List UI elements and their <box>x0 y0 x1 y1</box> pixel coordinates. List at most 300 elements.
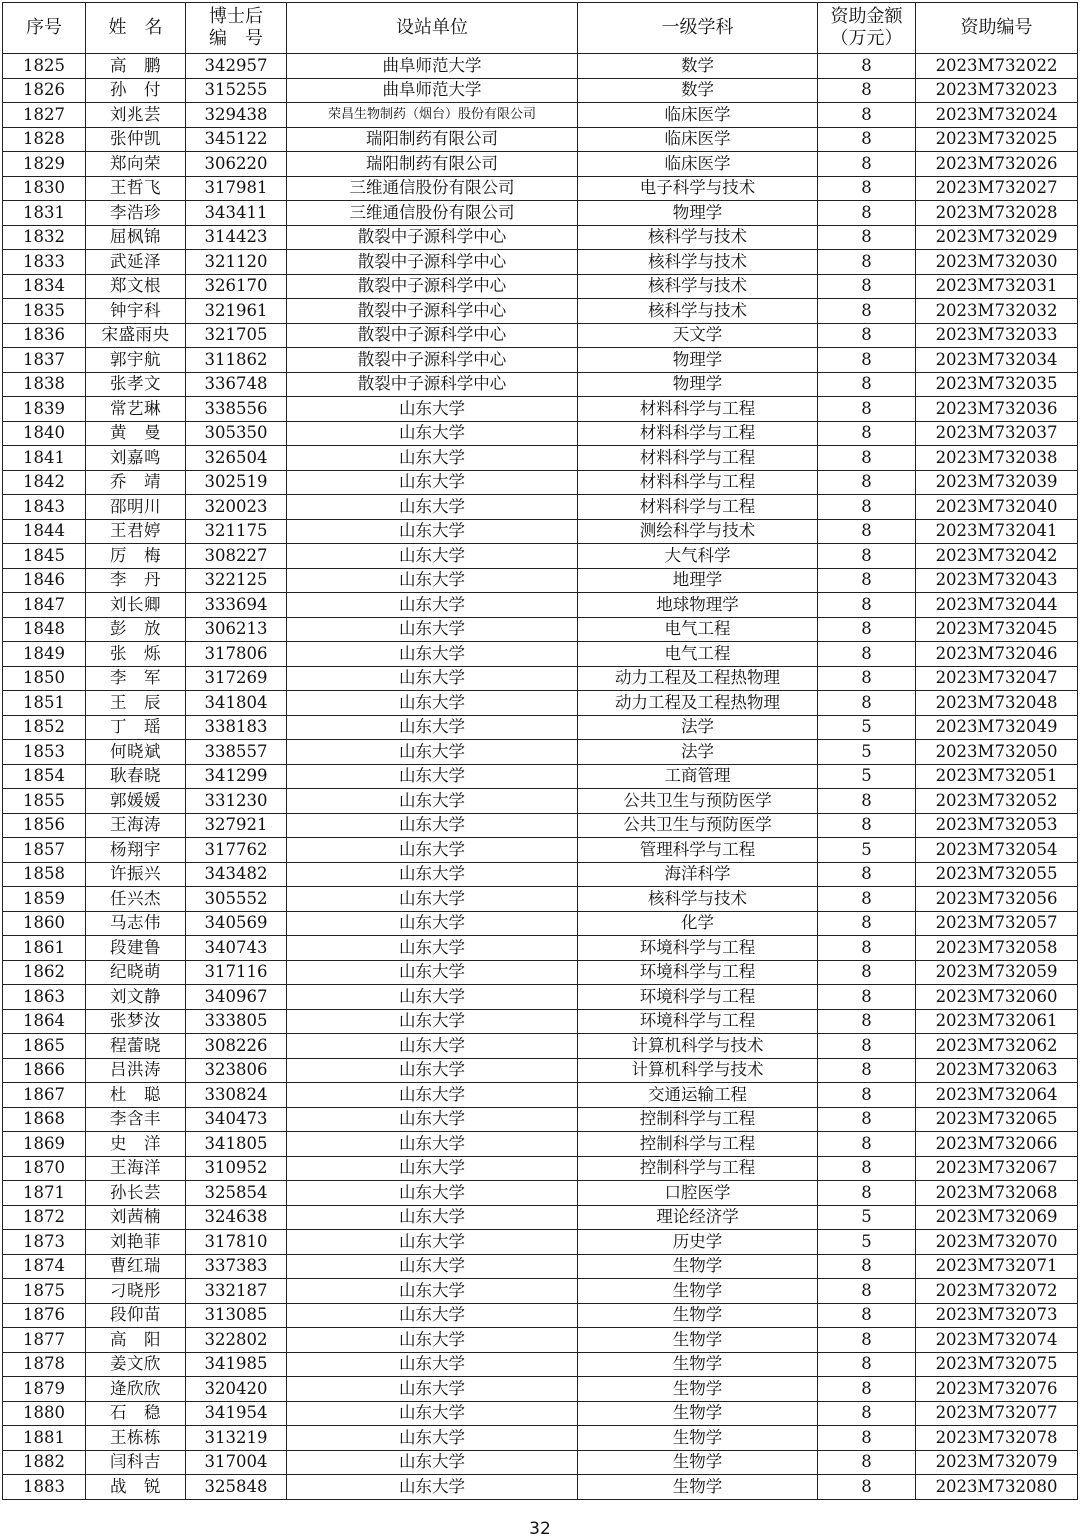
postdoc-id-cell: 336748 <box>186 372 287 397</box>
postdoc-id-cell: 305552 <box>186 887 287 912</box>
postdoc-funding-table <box>2 2 1078 1500</box>
postdoc-id-cell: 327921 <box>186 813 287 838</box>
discipline-cell: 测绘科学与技术 <box>578 519 818 544</box>
discipline-cell: 大气科学 <box>578 544 818 569</box>
seq-cell: 1855 <box>3 789 86 814</box>
header-amount-line1: 资助金额 <box>830 6 903 27</box>
unit-cell: 散裂中子源科学中心 <box>287 323 578 348</box>
amount-cell: 8 <box>818 519 916 544</box>
seq-cell: 1876 <box>3 1303 86 1328</box>
name-cell: 段仰苗 <box>86 1303 186 1328</box>
grant-id-cell: 2023M732079 <box>916 1450 1078 1475</box>
table-row <box>3 495 1078 520</box>
name-cell: 高 鹏 <box>86 54 186 79</box>
discipline-cell: 动力工程及工程热物理 <box>578 691 818 716</box>
unit-cell: 散裂中子源科学中心 <box>287 225 578 250</box>
unit-cell: 山东大学 <box>287 838 578 863</box>
table-row <box>3 1475 1078 1500</box>
postdoc-id-cell: 340569 <box>186 911 287 936</box>
unit-cell: 山东大学 <box>287 1328 578 1353</box>
amount-cell: 8 <box>818 1303 916 1328</box>
discipline-cell: 地理学 <box>578 568 818 593</box>
postdoc-id-cell: 308227 <box>186 544 287 569</box>
amount-cell: 8 <box>818 1328 916 1353</box>
amount-cell: 8 <box>818 1058 916 1083</box>
name-cell: 王栋栋 <box>86 1426 186 1451</box>
discipline-cell: 计算机科学与技术 <box>578 1034 818 1059</box>
discipline-cell: 交通运输工程 <box>578 1083 818 1108</box>
discipline-cell: 控制科学与工程 <box>578 1107 818 1132</box>
table-row <box>3 78 1078 103</box>
table-row <box>3 960 1078 985</box>
seq-cell: 1843 <box>3 495 86 520</box>
grant-id-cell: 2023M732070 <box>916 1230 1078 1255</box>
seq-cell: 1849 <box>3 642 86 667</box>
table-row <box>3 446 1078 471</box>
grant-id-cell: 2023M732053 <box>916 813 1078 838</box>
postdoc-id-cell: 313219 <box>186 1426 287 1451</box>
table-header <box>3 3 1078 54</box>
grant-id-cell: 2023M732024 <box>916 103 1078 128</box>
seq-cell: 1883 <box>3 1475 86 1500</box>
name-cell: 刘兆芸 <box>86 103 186 128</box>
grant-id-cell: 2023M732069 <box>916 1205 1078 1230</box>
unit-cell: 山东大学 <box>287 1279 578 1304</box>
discipline-cell: 电气工程 <box>578 617 818 642</box>
table-row <box>3 887 1078 912</box>
grant-id-cell: 2023M732076 <box>916 1377 1078 1402</box>
postdoc-id-cell: 311862 <box>186 348 287 373</box>
table-row <box>3 1156 1078 1181</box>
amount-cell: 8 <box>818 495 916 520</box>
discipline-cell: 生物学 <box>578 1401 818 1426</box>
postdoc-id-cell: 343482 <box>186 862 287 887</box>
table-row <box>3 666 1078 691</box>
amount-cell: 8 <box>818 1083 916 1108</box>
discipline-cell: 材料科学与工程 <box>578 470 818 495</box>
postdoc-id-cell: 333805 <box>186 1009 287 1034</box>
postdoc-id-cell: 340743 <box>186 936 287 961</box>
postdoc-id-cell: 338557 <box>186 740 287 765</box>
postdoc-id-cell: 302519 <box>186 470 287 495</box>
postdoc-id-cell: 341804 <box>186 691 287 716</box>
grant-id-cell: 2023M732051 <box>916 764 1078 789</box>
postdoc-id-cell: 341954 <box>186 1401 287 1426</box>
seq-cell: 1858 <box>3 862 86 887</box>
seq-cell: 1832 <box>3 225 86 250</box>
grant-id-cell: 2023M732059 <box>916 960 1078 985</box>
name-cell: 姜文欣 <box>86 1352 186 1377</box>
seq-cell: 1846 <box>3 568 86 593</box>
postdoc-id-cell: 317762 <box>186 838 287 863</box>
postdoc-id-cell: 341299 <box>186 764 287 789</box>
name-cell: 乔 靖 <box>86 470 186 495</box>
unit-cell: 山东大学 <box>287 1156 578 1181</box>
seq-cell: 1833 <box>3 250 86 275</box>
postdoc-id-cell: 310952 <box>186 1156 287 1181</box>
table-row <box>3 1009 1078 1034</box>
unit-cell: 山东大学 <box>287 985 578 1010</box>
postdoc-id-cell: 305350 <box>186 421 287 446</box>
discipline-cell: 核科学与技术 <box>578 274 818 299</box>
unit-cell: 山东大学 <box>287 911 578 936</box>
grant-id-cell: 2023M732046 <box>916 642 1078 667</box>
unit-cell: 荣昌生物制药（烟台）股份有限公司 <box>287 103 578 128</box>
grant-id-cell: 2023M732030 <box>916 250 1078 275</box>
table-row <box>3 936 1078 961</box>
unit-cell: 山东大学 <box>287 691 578 716</box>
amount-cell: 8 <box>818 152 916 177</box>
amount-cell: 8 <box>818 421 916 446</box>
name-cell: 吕洪涛 <box>86 1058 186 1083</box>
table-row <box>3 372 1078 397</box>
amount-cell: 8 <box>818 1034 916 1059</box>
unit-cell: 散裂中子源科学中心 <box>287 250 578 275</box>
grant-id-cell: 2023M732037 <box>916 421 1078 446</box>
seq-cell: 1879 <box>3 1377 86 1402</box>
seq-cell: 1869 <box>3 1132 86 1157</box>
amount-cell: 8 <box>818 225 916 250</box>
name-cell: 厉 梅 <box>86 544 186 569</box>
grant-id-cell: 2023M732075 <box>916 1352 1078 1377</box>
name-cell: 郭宇航 <box>86 348 186 373</box>
discipline-cell: 电气工程 <box>578 642 818 667</box>
grant-id-cell: 2023M732041 <box>916 519 1078 544</box>
unit-cell: 山东大学 <box>287 715 578 740</box>
grant-id-cell: 2023M732064 <box>916 1083 1078 1108</box>
name-cell: 张仲凯 <box>86 127 186 152</box>
unit-cell: 山东大学 <box>287 1181 578 1206</box>
discipline-cell: 历史学 <box>578 1230 818 1255</box>
discipline-cell: 理论经济学 <box>578 1205 818 1230</box>
grant-id-cell: 2023M732038 <box>916 446 1078 471</box>
name-cell: 纪晓萌 <box>86 960 186 985</box>
table-row <box>3 789 1078 814</box>
table-row <box>3 593 1078 618</box>
discipline-cell: 生物学 <box>578 1303 818 1328</box>
seq-cell: 1863 <box>3 985 86 1010</box>
postdoc-id-cell: 341805 <box>186 1132 287 1157</box>
header-grant-id: 资助编号 <box>916 3 1078 54</box>
postdoc-id-cell: 330824 <box>186 1083 287 1108</box>
postdoc-id-cell: 315255 <box>186 78 287 103</box>
postdoc-id-cell: 322125 <box>186 568 287 593</box>
postdoc-id-cell: 317269 <box>186 666 287 691</box>
discipline-cell: 临床医学 <box>578 103 818 128</box>
unit-cell: 山东大学 <box>287 397 578 422</box>
unit-cell: 散裂中子源科学中心 <box>287 372 578 397</box>
seq-cell: 1857 <box>3 838 86 863</box>
table-row <box>3 1279 1078 1304</box>
amount-cell: 8 <box>818 593 916 618</box>
table-row <box>3 740 1078 765</box>
table-row <box>3 323 1078 348</box>
unit-cell: 瑞阳制药有限公司 <box>287 127 578 152</box>
discipline-cell: 材料科学与工程 <box>578 397 818 422</box>
table-row <box>3 127 1078 152</box>
postdoc-id-cell: 342957 <box>186 54 287 79</box>
discipline-cell: 公共卫生与预防医学 <box>578 813 818 838</box>
table-row <box>3 1083 1078 1108</box>
name-cell: 段建鲁 <box>86 936 186 961</box>
table-row <box>3 715 1078 740</box>
discipline-cell: 电子科学与技术 <box>578 176 818 201</box>
name-cell: 黄 曼 <box>86 421 186 446</box>
discipline-cell: 化学 <box>578 911 818 936</box>
unit-cell: 山东大学 <box>287 544 578 569</box>
grant-id-cell: 2023M732078 <box>916 1426 1078 1451</box>
amount-cell: 5 <box>818 1205 916 1230</box>
postdoc-id-cell: 326504 <box>186 446 287 471</box>
grant-id-cell: 2023M732047 <box>916 666 1078 691</box>
grant-id-cell: 2023M732062 <box>916 1034 1078 1059</box>
name-cell: 许振兴 <box>86 862 186 887</box>
postdoc-id-cell: 306220 <box>186 152 287 177</box>
seq-cell: 1837 <box>3 348 86 373</box>
grant-id-cell: 2023M732044 <box>916 593 1078 618</box>
postdoc-id-cell: 329438 <box>186 103 287 128</box>
seq-cell: 1839 <box>3 397 86 422</box>
postdoc-id-cell: 321961 <box>186 299 287 324</box>
unit-cell: 曲阜师范大学 <box>287 54 578 79</box>
name-cell: 钟宇科 <box>86 299 186 324</box>
amount-cell: 8 <box>818 54 916 79</box>
unit-cell: 散裂中子源科学中心 <box>287 274 578 299</box>
amount-cell: 8 <box>818 323 916 348</box>
amount-cell: 8 <box>818 1450 916 1475</box>
discipline-cell: 生物学 <box>578 1475 818 1500</box>
name-cell: 石 稳 <box>86 1401 186 1426</box>
amount-cell: 5 <box>818 715 916 740</box>
unit-cell: 散裂中子源科学中心 <box>287 299 578 324</box>
seq-cell: 1829 <box>3 152 86 177</box>
name-cell: 李浩珍 <box>86 201 186 226</box>
discipline-cell: 数学 <box>578 54 818 79</box>
name-cell: 郑文根 <box>86 274 186 299</box>
unit-cell: 山东大学 <box>287 1352 578 1377</box>
unit-cell: 山东大学 <box>287 568 578 593</box>
seq-cell: 1861 <box>3 936 86 961</box>
postdoc-id-cell: 317810 <box>186 1230 287 1255</box>
unit-cell: 山东大学 <box>287 862 578 887</box>
name-cell: 宋盛雨央 <box>86 323 186 348</box>
unit-cell: 山东大学 <box>287 593 578 618</box>
name-cell: 武延泽 <box>86 250 186 275</box>
name-cell: 王海涛 <box>86 813 186 838</box>
grant-id-cell: 2023M732027 <box>916 176 1078 201</box>
header-discipline: 一级学科 <box>578 3 818 54</box>
unit-cell: 散裂中子源科学中心 <box>287 348 578 373</box>
amount-cell: 8 <box>818 1401 916 1426</box>
amount-cell: 8 <box>818 1107 916 1132</box>
discipline-cell: 核科学与技术 <box>578 250 818 275</box>
amount-cell: 8 <box>818 1254 916 1279</box>
postdoc-id-cell: 321175 <box>186 519 287 544</box>
table-row <box>3 348 1078 373</box>
table-row <box>3 1107 1078 1132</box>
grant-id-cell: 2023M732066 <box>916 1132 1078 1157</box>
amount-cell: 8 <box>818 887 916 912</box>
seq-cell: 1838 <box>3 372 86 397</box>
grant-id-cell: 2023M732036 <box>916 397 1078 422</box>
postdoc-id-cell: 331230 <box>186 789 287 814</box>
seq-cell: 1834 <box>3 274 86 299</box>
name-cell: 刁晓彤 <box>86 1279 186 1304</box>
header-postdoc-id <box>186 3 287 54</box>
name-cell: 战 锐 <box>86 1475 186 1500</box>
amount-cell: 8 <box>818 176 916 201</box>
unit-cell: 山东大学 <box>287 960 578 985</box>
name-cell: 常艺琳 <box>86 397 186 422</box>
unit-cell: 山东大学 <box>287 1083 578 1108</box>
grant-id-cell: 2023M732035 <box>916 372 1078 397</box>
name-cell: 曹红瑞 <box>86 1254 186 1279</box>
name-cell: 张 烁 <box>86 642 186 667</box>
seq-cell: 1842 <box>3 470 86 495</box>
name-cell: 孙 付 <box>86 78 186 103</box>
table-row <box>3 103 1078 128</box>
amount-cell: 8 <box>818 1352 916 1377</box>
seq-cell: 1826 <box>3 78 86 103</box>
seq-cell: 1856 <box>3 813 86 838</box>
name-cell: 王君婷 <box>86 519 186 544</box>
grant-id-cell: 2023M732026 <box>916 152 1078 177</box>
seq-cell: 1831 <box>3 201 86 226</box>
table-row <box>3 691 1078 716</box>
header-postdoc-line1: 博士后 <box>209 6 263 27</box>
header-name: 姓 名 <box>86 3 186 54</box>
name-cell: 王哲飞 <box>86 176 186 201</box>
postdoc-id-cell: 306213 <box>186 617 287 642</box>
grant-id-cell: 2023M732050 <box>916 740 1078 765</box>
grant-id-cell: 2023M732060 <box>916 985 1078 1010</box>
seq-cell: 1854 <box>3 764 86 789</box>
seq-cell: 1872 <box>3 1205 86 1230</box>
table-body <box>3 54 1078 1500</box>
seq-cell: 1852 <box>3 715 86 740</box>
grant-id-cell: 2023M732063 <box>916 1058 1078 1083</box>
table-row <box>3 397 1078 422</box>
name-cell: 逄欣欣 <box>86 1377 186 1402</box>
table-row <box>3 201 1078 226</box>
unit-cell: 山东大学 <box>287 1107 578 1132</box>
grant-id-cell: 2023M732029 <box>916 225 1078 250</box>
grant-id-cell: 2023M732045 <box>916 617 1078 642</box>
seq-cell: 1844 <box>3 519 86 544</box>
discipline-cell: 材料科学与工程 <box>578 446 818 471</box>
postdoc-id-cell: 323806 <box>186 1058 287 1083</box>
table-row <box>3 1401 1078 1426</box>
unit-cell: 山东大学 <box>287 1132 578 1157</box>
unit-cell: 山东大学 <box>287 495 578 520</box>
amount-cell: 8 <box>818 862 916 887</box>
grant-id-cell: 2023M732077 <box>916 1401 1078 1426</box>
seq-cell: 1850 <box>3 666 86 691</box>
amount-cell: 5 <box>818 740 916 765</box>
amount-cell: 8 <box>818 1009 916 1034</box>
name-cell: 何晓斌 <box>86 740 186 765</box>
seq-cell: 1864 <box>3 1009 86 1034</box>
discipline-cell: 生物学 <box>578 1328 818 1353</box>
table-row <box>3 1303 1078 1328</box>
seq-cell: 1877 <box>3 1328 86 1353</box>
discipline-cell: 工商管理 <box>578 764 818 789</box>
amount-cell: 8 <box>818 911 916 936</box>
unit-cell: 山东大学 <box>287 1303 578 1328</box>
grant-id-cell: 2023M732071 <box>916 1254 1078 1279</box>
header-row <box>3 3 1078 54</box>
name-cell: 刘艳菲 <box>86 1230 186 1255</box>
amount-cell: 8 <box>818 348 916 373</box>
discipline-cell: 物理学 <box>578 372 818 397</box>
seq-cell: 1871 <box>3 1181 86 1206</box>
amount-cell: 8 <box>818 1156 916 1181</box>
amount-cell: 8 <box>818 642 916 667</box>
table-row <box>3 421 1078 446</box>
unit-cell: 山东大学 <box>287 519 578 544</box>
amount-cell: 8 <box>818 985 916 1010</box>
amount-cell: 5 <box>818 764 916 789</box>
name-cell: 高 阳 <box>86 1328 186 1353</box>
amount-cell: 8 <box>818 691 916 716</box>
table-row <box>3 1254 1078 1279</box>
postdoc-id-cell: 321120 <box>186 250 287 275</box>
unit-cell: 瑞阳制药有限公司 <box>287 152 578 177</box>
amount-cell: 8 <box>818 78 916 103</box>
header-unit: 设站单位 <box>287 3 578 54</box>
grant-id-cell: 2023M732042 <box>916 544 1078 569</box>
name-cell: 屈枫锦 <box>86 225 186 250</box>
table-row <box>3 544 1078 569</box>
seq-cell: 1830 <box>3 176 86 201</box>
discipline-cell: 生物学 <box>578 1377 818 1402</box>
postdoc-id-cell: 341985 <box>186 1352 287 1377</box>
seq-cell: 1881 <box>3 1426 86 1451</box>
seq-cell: 1851 <box>3 691 86 716</box>
postdoc-id-cell: 317981 <box>186 176 287 201</box>
table-row <box>3 617 1078 642</box>
name-cell: 刘文静 <box>86 985 186 1010</box>
seq-cell: 1862 <box>3 960 86 985</box>
unit-cell: 山东大学 <box>287 887 578 912</box>
table-row <box>3 838 1078 863</box>
name-cell: 刘长卿 <box>86 593 186 618</box>
amount-cell: 8 <box>818 372 916 397</box>
postdoc-id-cell: 321705 <box>186 323 287 348</box>
postdoc-id-cell: 332187 <box>186 1279 287 1304</box>
grant-id-cell: 2023M732057 <box>916 911 1078 936</box>
table-row <box>3 642 1078 667</box>
postdoc-id-cell: 320420 <box>186 1377 287 1402</box>
unit-cell: 山东大学 <box>287 642 578 667</box>
discipline-cell: 生物学 <box>578 1450 818 1475</box>
seq-cell: 1867 <box>3 1083 86 1108</box>
amount-cell: 8 <box>818 250 916 275</box>
amount-cell: 8 <box>818 666 916 691</box>
grant-id-cell: 2023M732065 <box>916 1107 1078 1132</box>
amount-cell: 8 <box>818 470 916 495</box>
amount-cell: 8 <box>818 568 916 593</box>
grant-id-cell: 2023M732033 <box>916 323 1078 348</box>
discipline-cell: 生物学 <box>578 1426 818 1451</box>
table-row <box>3 274 1078 299</box>
seq-cell: 1847 <box>3 593 86 618</box>
unit-cell: 三维通信股份有限公司 <box>287 201 578 226</box>
grant-id-cell: 2023M732034 <box>916 348 1078 373</box>
discipline-cell: 法学 <box>578 740 818 765</box>
unit-cell: 山东大学 <box>287 617 578 642</box>
seq-cell: 1853 <box>3 740 86 765</box>
